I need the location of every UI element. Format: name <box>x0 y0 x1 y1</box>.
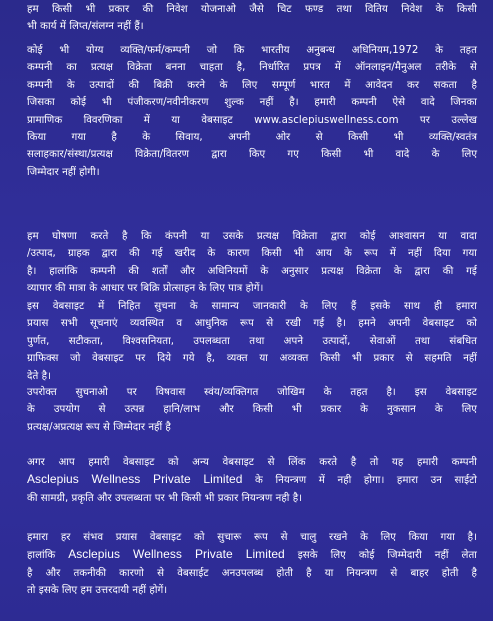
text-line: है। हालांकि कम्पनी की शर्तों और अधिनियमों के अनुसार प्रत्यक्ष विक्रेता के द्वारा की गई <box>27 265 477 277</box>
text-segment: हालांकि <box>27 550 69 562</box>
text-line: इस वेबसाइट में निहित सुचना के सामान्य जानकारी के लिए हैं इसके साथ ही हमारा <box>27 301 477 312</box>
text-line: /उत्पाद, ग्राहक द्वारा की गई खरीद के कारण किसी भी आय के रूप में नहीं दिया गया <box>27 248 477 260</box>
text-line: प्रामाणिक विवरणिका में या वेबसाइट www.asclepiuswellness.com पर उल्लेख <box>27 114 477 126</box>
availability-paragraph <box>27 529 477 600</box>
text-line: पुर्णत, सटीकता, विश्वसनियता, उपलब्धता तथा अपने उत्पादों, सेवाओं तथा संबधित <box>27 335 477 347</box>
text-line: जिम्मेदार नहीं होगी। <box>27 166 100 178</box>
text-line <box>27 471 477 489</box>
direct-seller-paragraph <box>27 42 477 181</box>
text-line: कम्पनी का प्रत्यक्ष विक्रेता बनना चाहता है, निर्धारित प्रपत्र में ऑनलाइन/मैनुअल तरीके से <box>27 62 477 74</box>
own-risk-paragraph <box>27 384 477 436</box>
text-line: हम किसी भी प्रकार की निवेश योजनाओ जैसे चिट फण्ड तथा वितिय निवेश के किसी <box>27 4 477 15</box>
text-line: है और तकनीकी कारणो से वेबसाईट अनउपलब्ध होती है या नियन्त्रण से बाहर होती है <box>27 567 477 579</box>
text-line: जिसका कोई भी पंजीकरण/नवीनीकरण शुल्क नहीं है। हमारी कम्पनी ऐसे वादे जिनका <box>27 97 477 109</box>
text-line: के उपयोग से उत्पन्न हानि/लाभ और किसी भी प्रकार के नुकसान के लिए <box>27 404 477 416</box>
investment-disclaimer-paragraph <box>27 1 477 36</box>
external-links-paragraph <box>27 454 477 507</box>
text-line: कोई भी योग्य व्यक्ति/फर्म/कम्पनी जो कि भारतीय अनुबन्ध अधिनियम,1972 के तहत <box>27 45 477 56</box>
text-line: हमारा हर संभव प्रयास वेबसाइट को सुचारू रूप से चालु रखने के लिए किया गया है। <box>27 532 477 543</box>
company-name: Asclepius Wellness Private Limited <box>27 472 243 487</box>
text-line: ग्राफिक्स जो वेबसाइट पर दिये गये है, व्यक्त या अव्यक्त किसी भी प्रकार से सहमति नहीं <box>27 353 477 365</box>
information-accuracy-paragraph <box>27 298 477 385</box>
text-line: प्रयास सभी सूचनाएं व्यवस्थित व आधुनिक रूप से रखी गई है। हमने अपनी वेबसाइट को <box>27 318 477 330</box>
text-line: की सामग्री, प्रकृति और उपलब्धता पर भी किसी भी प्रकार नियन्त्रण नही है। <box>27 492 303 504</box>
text-line: देते है। <box>27 370 51 382</box>
text-line: हम घोषणा करते है कि कंपनी या उसके प्रत्यक्ष विक्रेता द्वारा कोई आश्वासन या वादा <box>27 231 477 242</box>
text-line: किया गया है के सिवाय, अपनी ओर से किसी भी व्यक्ति/स्वतंत्र <box>27 132 477 144</box>
text-line: प्रत्यक्ष/अप्रत्यक्ष रूप से जिम्मेदार नहीं है <box>27 421 171 433</box>
no-assurance-paragraph <box>27 228 477 298</box>
text-segment: इसके लिए कोई जिम्मेदारी नहीं लेता <box>284 550 477 562</box>
text-line: अगर आप हमारी वेबसाइट को अन्य वेबसाइट से लिंक करते है तो यह हमारी कम्पनी <box>27 457 477 468</box>
company-name: Asclepius Wellness Private Limited <box>68 547 285 562</box>
text-line <box>27 546 477 564</box>
text-line: व्यापार की मात्रा के आधार पर बिक्रि प्रोत्साहन के लिए पात्र होगें। <box>27 283 264 295</box>
text-line: तो इसके लिए हम उत्तरदायी नहीं होगें। <box>27 585 168 597</box>
text-line: सलाहकार/संस्था/प्रत्यक्ष विक्रेता/वितरण द्वारा किए गए किसी भी वादे के लिए <box>27 149 477 161</box>
text-line: भी कार्य में लिप्त/संलग्न नहीं हैं। <box>27 21 144 33</box>
text-line: उपरोक्त सुचनाओ पर विषवास स्वंय/व्यक्तिगत जोखिम के तहत है। इस वेबसाइट <box>27 387 477 398</box>
text-segment: के नियन्त्रण में नही होगा। हमारा उन साईटो <box>242 475 477 487</box>
text-line: कम्पनी के उत्पादों की बिक्री करने के लिए सम्पूर्ण भारत में आवेदन कर सकता है <box>27 79 477 91</box>
